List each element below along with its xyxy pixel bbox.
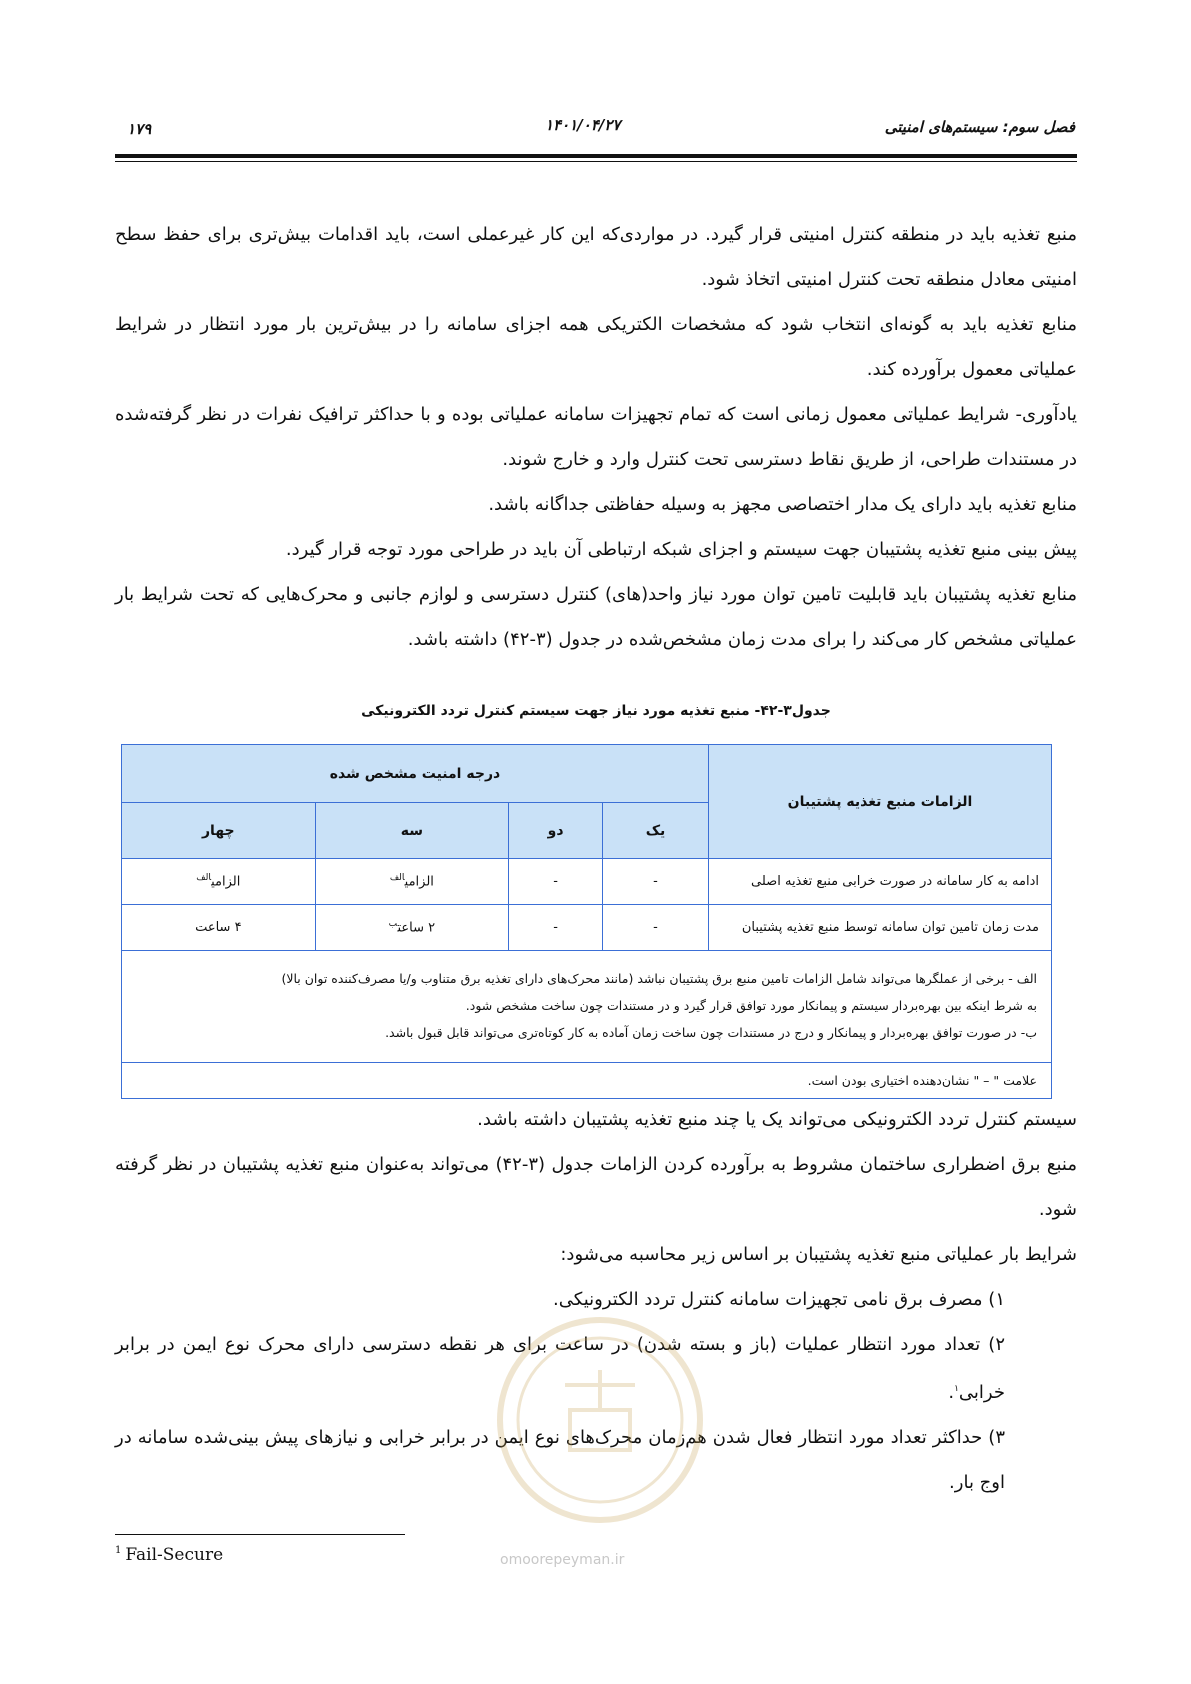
footnote-reference: ۱ bbox=[954, 1384, 959, 1394]
header-rule-thick bbox=[115, 154, 1077, 158]
paragraph: سیستم کنترل تردد الکترونیکی می‌تواند یک یا چند منبع تغذیه پشتیبان داشته باشد. bbox=[477, 1109, 1077, 1130]
row-label: ادامه به کار سامانه در صورت خرابی منبع تغذیه اصلی bbox=[709, 859, 1052, 905]
paragraph: منابع تغذیه پشتیبان باید قابلیت تامین توان مورد نیاز واحد(های) کنترل دسترسی و لوازم جانبی و محرک‌هایی که تحت شرایط بار عملیاتی مشخص کار می‌کند را برای مدت زمان مشخص‌شده در جدول (۳-۴۲) داشته باشد. bbox=[115, 584, 1077, 650]
cell-grade-one: - bbox=[603, 859, 709, 905]
cell-grade-three bbox=[315, 859, 508, 905]
header-date: ۱۴۰۱/۰۴/۲۷ bbox=[545, 116, 621, 134]
upper-body-text bbox=[115, 212, 1077, 662]
footnote-marker: الف bbox=[196, 873, 212, 884]
table-caption: جدول۳-۴۲- منبع تغذیه مورد نیاز جهت سیستم کنترل تردد الکترونیکی bbox=[361, 703, 831, 719]
table-notes bbox=[122, 951, 1052, 1063]
paragraph: منبع برق اضطراری ساختمان مشروط به برآورده کردن الزامات جدول (۳-۴۲) می‌تواند به‌عنوان منبع تغذیه پشتیبان در نظر گرفته شود. bbox=[115, 1154, 1077, 1220]
note-a: الف - برخی از عملگرها می‌تواند شامل الزامات تامین منبع برق پشتیبان نباشد (مانند محرک‌های دارای تغذیه برق متناوب و/یا مصرف‌کننده توان بالا) bbox=[281, 971, 1037, 986]
grade-one-header: یک bbox=[603, 803, 709, 859]
page-header bbox=[115, 112, 1075, 142]
power-requirements-table bbox=[121, 744, 1052, 1099]
footnote bbox=[115, 1545, 223, 1565]
cell-grade-four bbox=[122, 859, 316, 905]
note-a-continued: به شرط اینکه بین بهره‌بردار سیستم و پیمانکار مورد توافق قرار گیرد و در مستندات چون ساخت مشخص شود. bbox=[465, 998, 1037, 1013]
footnote-text: Fail-Secure bbox=[125, 1545, 224, 1565]
cell-grade-three bbox=[315, 905, 508, 951]
grade-three-header: سه bbox=[315, 803, 508, 859]
table-row bbox=[122, 905, 1052, 951]
cell-grade-four: ۴ ساعت bbox=[122, 905, 316, 951]
row-label: مدت زمان تامین توان سامانه توسط منبع تغذیه پشتیبان bbox=[709, 905, 1052, 951]
page-number: ۱۷۹ bbox=[127, 120, 152, 138]
paragraph: شرایط بار عملیاتی منبع تغذیه پشتیبان بر اساس زیر محاسبه می‌شود: bbox=[560, 1244, 1077, 1265]
watermark-url: omoorepeyman.ir bbox=[500, 1552, 625, 1568]
dash-symbol-note: علامت " – " نشان‌دهنده اختیاری بودن است. bbox=[122, 1063, 1052, 1099]
list-item-text: ۲) تعداد مورد انتظار عملیات (باز و بسته شدن) در ساعت برای هر نقطه دسترسی دارای محرک نوع ایمن در برابر خرابی bbox=[115, 1334, 1005, 1403]
security-grade-header: درجه امنیت مشخص شده bbox=[122, 745, 709, 803]
grade-four-header: چهار bbox=[122, 803, 316, 859]
footnote-marker: ب bbox=[388, 919, 398, 930]
paragraph: منابع تغذیه باید دارای یک مدار اختصاصی مجهز به وسیله حفاظتی جداگانه باشد. bbox=[488, 494, 1077, 515]
chapter-title: فصل سوم: سیستم‌های امنیتی bbox=[884, 118, 1075, 136]
footnote-marker: الف bbox=[389, 873, 405, 884]
watermark-logo bbox=[490, 1310, 710, 1530]
header-rule-thin bbox=[115, 161, 1077, 162]
grade-two-header: دو bbox=[509, 803, 603, 859]
cell-value: الزامی bbox=[211, 874, 241, 890]
paragraph: پیش بینی منبع تغذیه پشتیبان جهت سیستم و اجزای شبکه ارتباطی آن باید در طراحی مورد توجه قرار گیرد. bbox=[285, 539, 1077, 560]
paragraph: منبع تغذیه باید در منطقه کنترل امنیتی قرار گیرد. در مواردی‌که این کار غیرعملی است، باید اقدامات بیش‌تری برای حفظ سطح امنیتی معادل منطقه تحت کنترل امنیتی اتخاذ شود. bbox=[115, 224, 1077, 290]
list-item: ۱) مصرف برق نامی تجهیزات سامانه کنترل تردد الکترونیکی. bbox=[553, 1289, 1005, 1310]
list-item: ۳) حداکثر تعداد مورد انتظار فعال شدن هم‌زمان محرک‌های نوع ایمن در برابر خرابی و نیازهای پیش بینی‌شده سامانه در اوج بار. bbox=[115, 1427, 1005, 1493]
note-b: ب- در صورت توافق بهره‌بردار و پیمانکار و درج در مستندات چون ساخت زمان آماده به کار کوتاه‌تری می‌تواند قابل قبول باشد. bbox=[385, 1025, 1037, 1040]
footnote-rule bbox=[115, 1534, 405, 1535]
cell-grade-two: - bbox=[509, 859, 603, 905]
cell-grade-two: - bbox=[509, 905, 603, 951]
requirements-header: الزامات منبع تغذیه پشتیبان bbox=[709, 745, 1052, 859]
paragraph: یادآوری- شرایط عملیاتی معمول زمانی است که تمام تجهیزات سامانه عملیاتی بوده و با حداکثر ترافیک نفرات در نظر گرفته‌شده در مستندات طراحی، از طریق نقاط دسترسی تحت کنترل وارد و خارج شوند. bbox=[115, 404, 1077, 470]
paragraph: منابع تغذیه باید به گونه‌ای انتخاب شود که مشخصات الکتریکی همه اجزای سامانه را در بیش‌ترین بار مورد انتظار در شرایط عملیاتی معمول برآورده کند. bbox=[115, 314, 1077, 380]
footnote-number: 1 bbox=[115, 1545, 122, 1557]
cell-grade-one: - bbox=[603, 905, 709, 951]
cell-value: ۲ ساعت bbox=[397, 920, 436, 936]
table-row bbox=[122, 859, 1052, 905]
cell-value: الزامی bbox=[404, 874, 434, 890]
list-item: ۲) تعداد مورد انتظار عملیات (باز و بسته شدن) در ساعت برای هر نقطه دسترسی دارای محرک نوع ایمن در برابر خرابی$^۱$. bbox=[115, 1334, 1005, 1403]
